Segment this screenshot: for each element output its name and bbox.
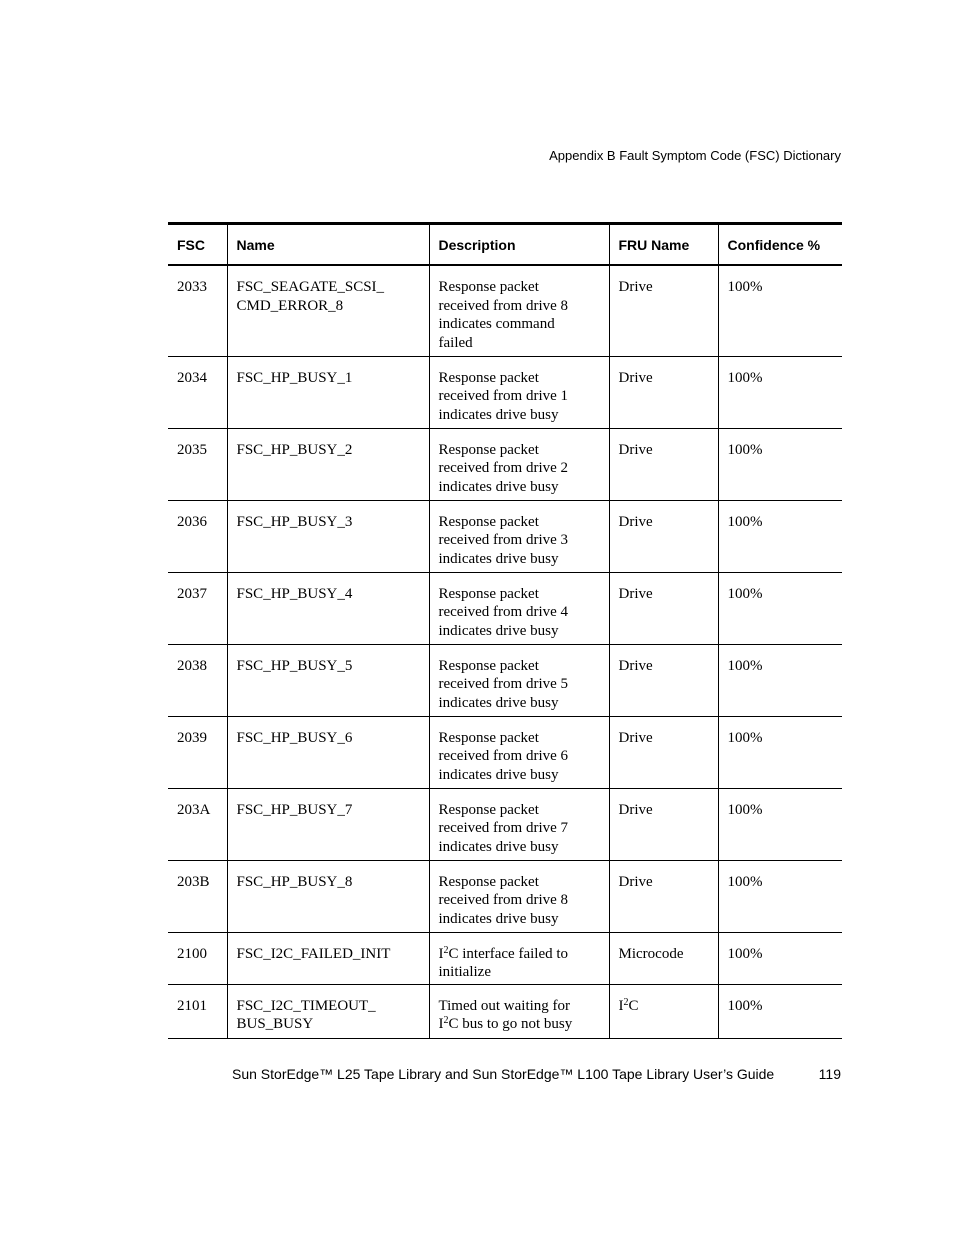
description-line: indicates drive busy [438, 694, 559, 711]
description-cell [429, 265, 609, 356]
description-line: Response packet [438, 801, 539, 818]
fsc-name-cell [227, 932, 429, 984]
column-header-description: Description [429, 224, 609, 266]
table-row [168, 644, 842, 716]
fsc-code-cell: 2039 [168, 716, 227, 788]
fsc-name-cell [227, 572, 429, 644]
fru-name-cell: Drive [609, 572, 718, 644]
table-row [168, 984, 842, 1038]
fsc-name-cell [227, 428, 429, 500]
fsc-name-line: FSC_HP_BUSY_3 [236, 513, 353, 530]
description-line: $I^2C$ interface failed to [438, 944, 569, 962]
fsc-name-cell [227, 356, 429, 428]
fsc-code-cell: 2100 [168, 932, 227, 984]
table-row [168, 932, 842, 984]
description-line: received from drive 8 [438, 892, 569, 909]
table-row [168, 860, 842, 932]
fru-name-cell: $I^2C$ [609, 984, 718, 1038]
description-line: Response packet [438, 585, 539, 602]
fsc-name-line: FSC_HP_BUSY_1 [236, 369, 353, 386]
description-line: Response packet [438, 279, 539, 295]
table-row [168, 716, 842, 788]
fsc-name-cell [227, 788, 429, 860]
confidence-cell: 100% [718, 572, 842, 644]
running-footer: Sun StorEdge™ L25 Tape Library and Sun StorEdge™ L100 Tape Library User’s Guide [232, 1066, 775, 1082]
description-line: Response packet [438, 369, 539, 386]
description-line: indicates drive busy [438, 622, 559, 639]
fsc-code-cell: 203B [168, 860, 227, 932]
description-line: $I^2C$ bus to go not busy [438, 1015, 573, 1033]
confidence-cell: 100% [718, 932, 842, 984]
fsc-name-cell [227, 984, 429, 1038]
fsc-name-line: FSC_SEAGATE_SCSI_ [236, 279, 385, 295]
column-header-fru-name: FRU Name [609, 224, 718, 266]
fsc-name-line: FSC_HP_BUSY_4 [236, 585, 353, 602]
table-body [168, 265, 842, 1038]
description-line: indicates command [438, 316, 555, 333]
fru-name-cell: Microcode [609, 932, 718, 984]
table-row [168, 265, 842, 356]
fsc-name-cell [227, 644, 429, 716]
fsc-name-line: FSC_HP_BUSY_5 [236, 657, 353, 674]
fsc-name-line: FSC_HP_BUSY_2 [236, 441, 353, 458]
description-line: initialize [438, 964, 491, 981]
fru-name-cell: Drive [609, 716, 718, 788]
description-line: received from drive 8 [438, 297, 569, 314]
fsc-name-line: FSC_HP_BUSY_7 [236, 801, 353, 818]
description-cell [429, 500, 609, 572]
confidence-cell: 100% [718, 788, 842, 860]
description-cell [429, 984, 609, 1038]
description-cell [429, 932, 609, 984]
description-line: Timed out waiting for [438, 997, 571, 1014]
fsc-code-cell: 203A [168, 788, 227, 860]
fsc-name-line: FSC_I2C_FAILED_INIT [236, 945, 391, 962]
description-line: Response packet [438, 441, 539, 458]
confidence-cell: 100% [718, 500, 842, 572]
description-line: received from drive 7 [438, 820, 569, 837]
description-line: received from drive 4 [438, 604, 569, 621]
fru-name-cell: Drive [609, 860, 718, 932]
column-header-confidence: Confidence % [718, 224, 842, 266]
description-cell [429, 644, 609, 716]
column-header-name: Name [227, 224, 429, 266]
fsc-table [168, 222, 842, 1039]
confidence-cell: 100% [718, 644, 842, 716]
confidence-cell: 100% [718, 428, 842, 500]
description-line: received from drive 3 [438, 532, 569, 549]
fru-name-cell: Drive [609, 644, 718, 716]
fsc-name-cell [227, 716, 429, 788]
page-number: 119 [818, 1066, 841, 1082]
description-line: received from drive 1 [438, 388, 569, 405]
fru-name-cell: Drive [609, 265, 718, 356]
description-line: indicates drive busy [438, 478, 559, 495]
fru-name-cell: Drive [609, 356, 718, 428]
fru-name-cell: Drive [609, 788, 718, 860]
fsc-name-line: FSC_HP_BUSY_8 [236, 873, 353, 890]
fsc-code-cell: 2033 [168, 265, 227, 356]
description-line: received from drive 6 [438, 748, 569, 765]
description-cell [429, 860, 609, 932]
description-line: Response packet [438, 873, 539, 890]
fsc-code-cell: 2037 [168, 572, 227, 644]
fsc-name-line: FSC_HP_BUSY_6 [236, 729, 353, 746]
fsc-code-cell: 2038 [168, 644, 227, 716]
confidence-cell: 100% [718, 860, 842, 932]
confidence-cell: 100% [718, 984, 842, 1038]
description-line: indicates drive busy [438, 910, 559, 927]
column-header-fsc: FSC [168, 224, 227, 266]
description-line: Response packet [438, 513, 539, 530]
description-cell [429, 356, 609, 428]
description-cell [429, 788, 609, 860]
fsc-name-cell [227, 500, 429, 572]
fsc-name-cell [227, 860, 429, 932]
description-line: indicates drive busy [438, 766, 559, 783]
fsc-code-cell: 2035 [168, 428, 227, 500]
table-row [168, 500, 842, 572]
fru-name-cell: Drive [609, 428, 718, 500]
description-cell [429, 716, 609, 788]
confidence-cell: 100% [718, 265, 842, 356]
description-line: received from drive 2 [438, 460, 569, 477]
fru-name-cell: Drive [609, 500, 718, 572]
description-line: indicates drive busy [438, 550, 559, 567]
description-line: Response packet [438, 657, 539, 674]
confidence-cell: 100% [718, 356, 842, 428]
fsc-name-line: CMD_ERROR_8 [236, 297, 344, 314]
fsc-name-line: BUS_BUSY [236, 1016, 314, 1033]
description-cell [429, 572, 609, 644]
description-line: failed [438, 334, 473, 351]
fsc-code-cell: 2034 [168, 356, 227, 428]
table-header-row [168, 224, 842, 266]
fsc-code-cell: 2101 [168, 984, 227, 1038]
description-line: received from drive 5 [438, 676, 569, 693]
description-line: Response packet [438, 729, 539, 746]
fsc-name-line: FSC_I2C_TIMEOUT_ [236, 997, 376, 1014]
table-row [168, 356, 842, 428]
table-row [168, 428, 842, 500]
running-header: Appendix B Fault Symptom Code (FSC) Dictionary [549, 148, 841, 163]
description-line: indicates drive busy [438, 838, 559, 855]
confidence-cell: 100% [718, 716, 842, 788]
table-row [168, 788, 842, 860]
table-row [168, 572, 842, 644]
description-cell [429, 428, 609, 500]
description-line: indicates drive busy [438, 406, 559, 423]
fsc-code-cell: 2036 [168, 500, 227, 572]
fsc-name-cell [227, 265, 429, 356]
